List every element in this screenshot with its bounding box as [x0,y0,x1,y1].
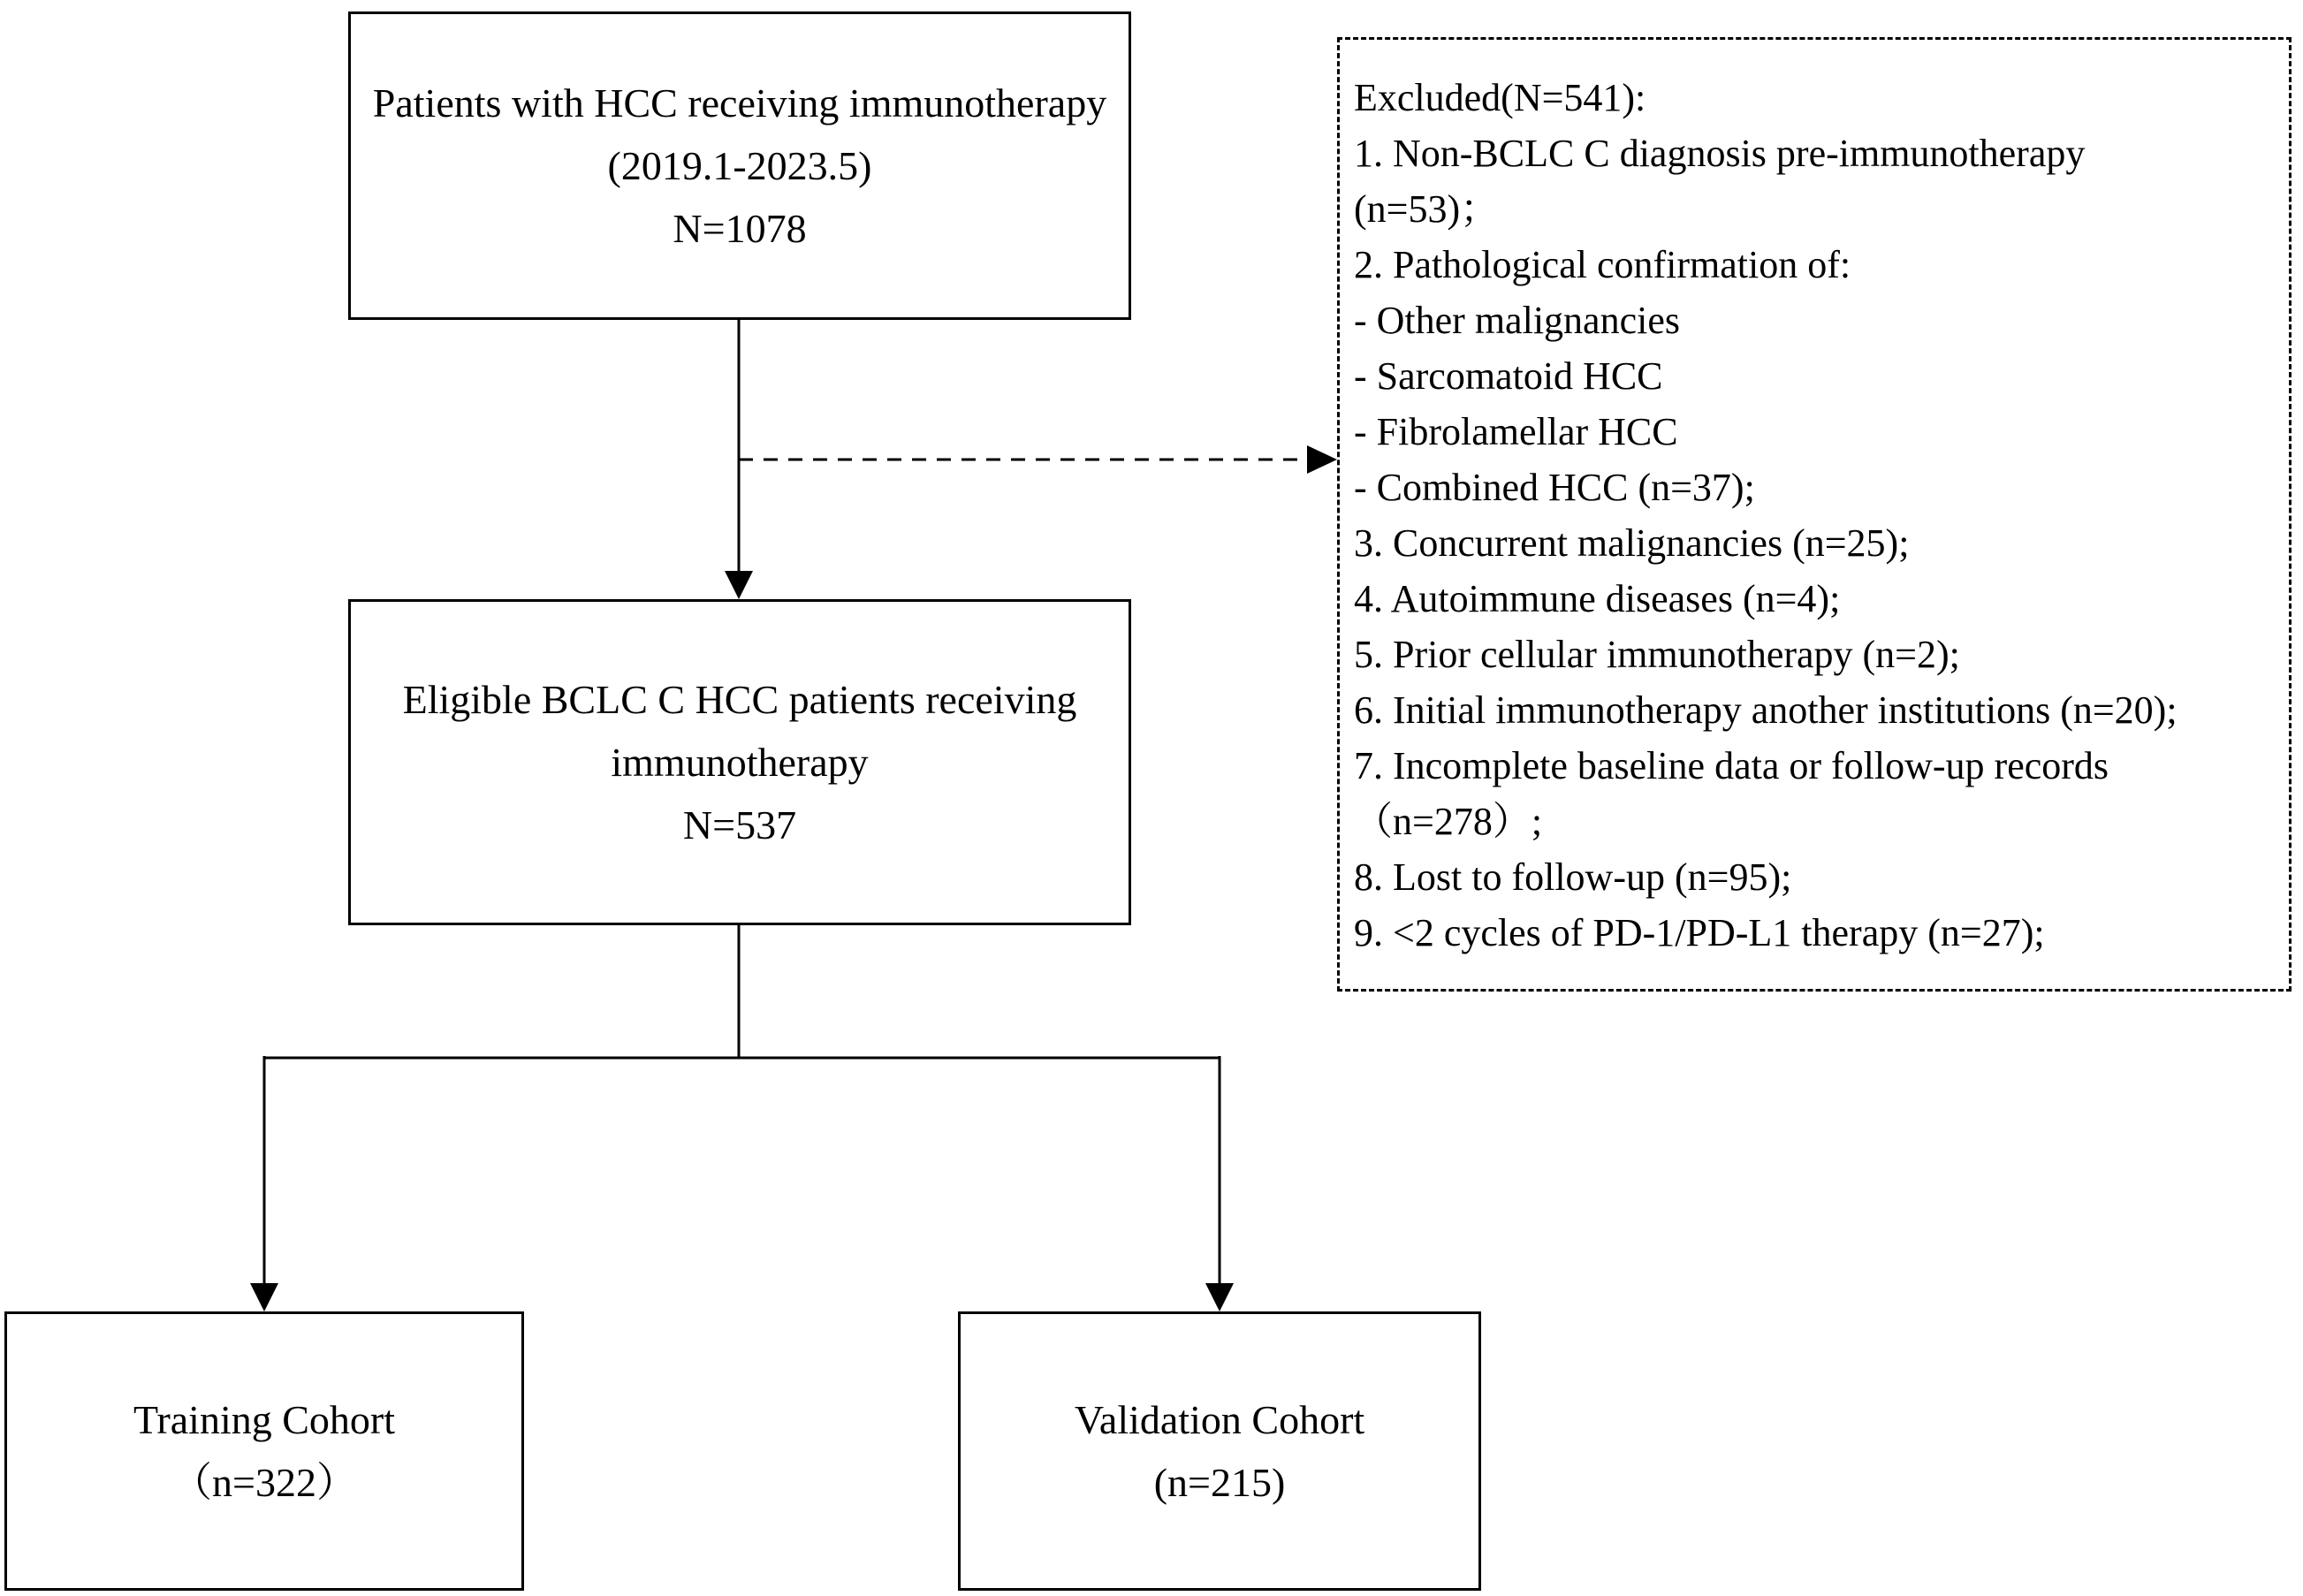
excluded-item: - Combined HCC (n=37); [1354,466,1755,509]
eligible-patients-box [348,599,1131,925]
patients-hcc-box-line3: N=1078 [673,206,807,252]
validation-cohort-label: Validation Cohort [1074,1396,1365,1442]
excluded-title: Excluded(N=541): [1354,76,1646,119]
patients-hcc-box-line2: (2019.1-2023.5) [607,142,872,188]
excluded-item: 1. Non-BCLC C diagnosis pre-immunotherapy [1354,132,2086,175]
arrow-to-training-head [250,1283,278,1311]
excluded-item: (n=53)； [1354,187,1500,231]
arrow-to-excluded-head [1307,445,1337,474]
arrow-top-to-eligible-head [725,571,753,599]
excluded-item: 3. Concurrent malignancies (n=25); [1354,521,1910,565]
excluded-item: 9. <2 cycles of PD-1/PD-L1 therapy (n=27); [1354,911,2045,954]
excluded-item: （n=278）; [1354,800,1543,843]
eligible-patients-box-line3: N=537 [682,802,797,848]
eligible-patients-box-line1: Eligible BCLC C HCC patients receiving [402,676,1077,722]
patients-hcc-box [348,11,1131,320]
excluded-item: 7. Incomplete baseline data or follow-up records [1354,744,2109,787]
excluded-item: - Sarcomatoid HCC [1354,354,1663,398]
validation-cohort-count: (n=215) [1153,1460,1286,1505]
arrow-to-validation-head [1205,1283,1234,1311]
excluded-item: 4. Autoimmune diseases (n=4); [1354,577,1841,620]
training-cohort-box [4,1311,524,1591]
excluded-item: 6. Initial immunotherapy another institutions (n=20); [1354,688,2178,732]
excluded-item: - Fibrolamellar HCC [1354,410,1678,453]
excluded-item: 2. Pathological confirmation of: [1354,243,1851,286]
excluded-item: - Other malignancies [1354,299,1680,342]
patients-hcc-box-line1: Patients with HCC receiving immunotherapy [372,80,1107,125]
training-cohort-label: Training Cohort [133,1396,396,1442]
training-cohort-count: （n=322） [171,1460,357,1505]
excluded-box [1337,37,2292,992]
eligible-patients-box-line2: immunotherapy [611,739,869,785]
excluded-item: 8. Lost to follow-up (n=95); [1354,855,1792,899]
validation-cohort-box [958,1311,1481,1591]
excluded-item: 5. Prior cellular immunotherapy (n=2); [1354,633,1960,676]
